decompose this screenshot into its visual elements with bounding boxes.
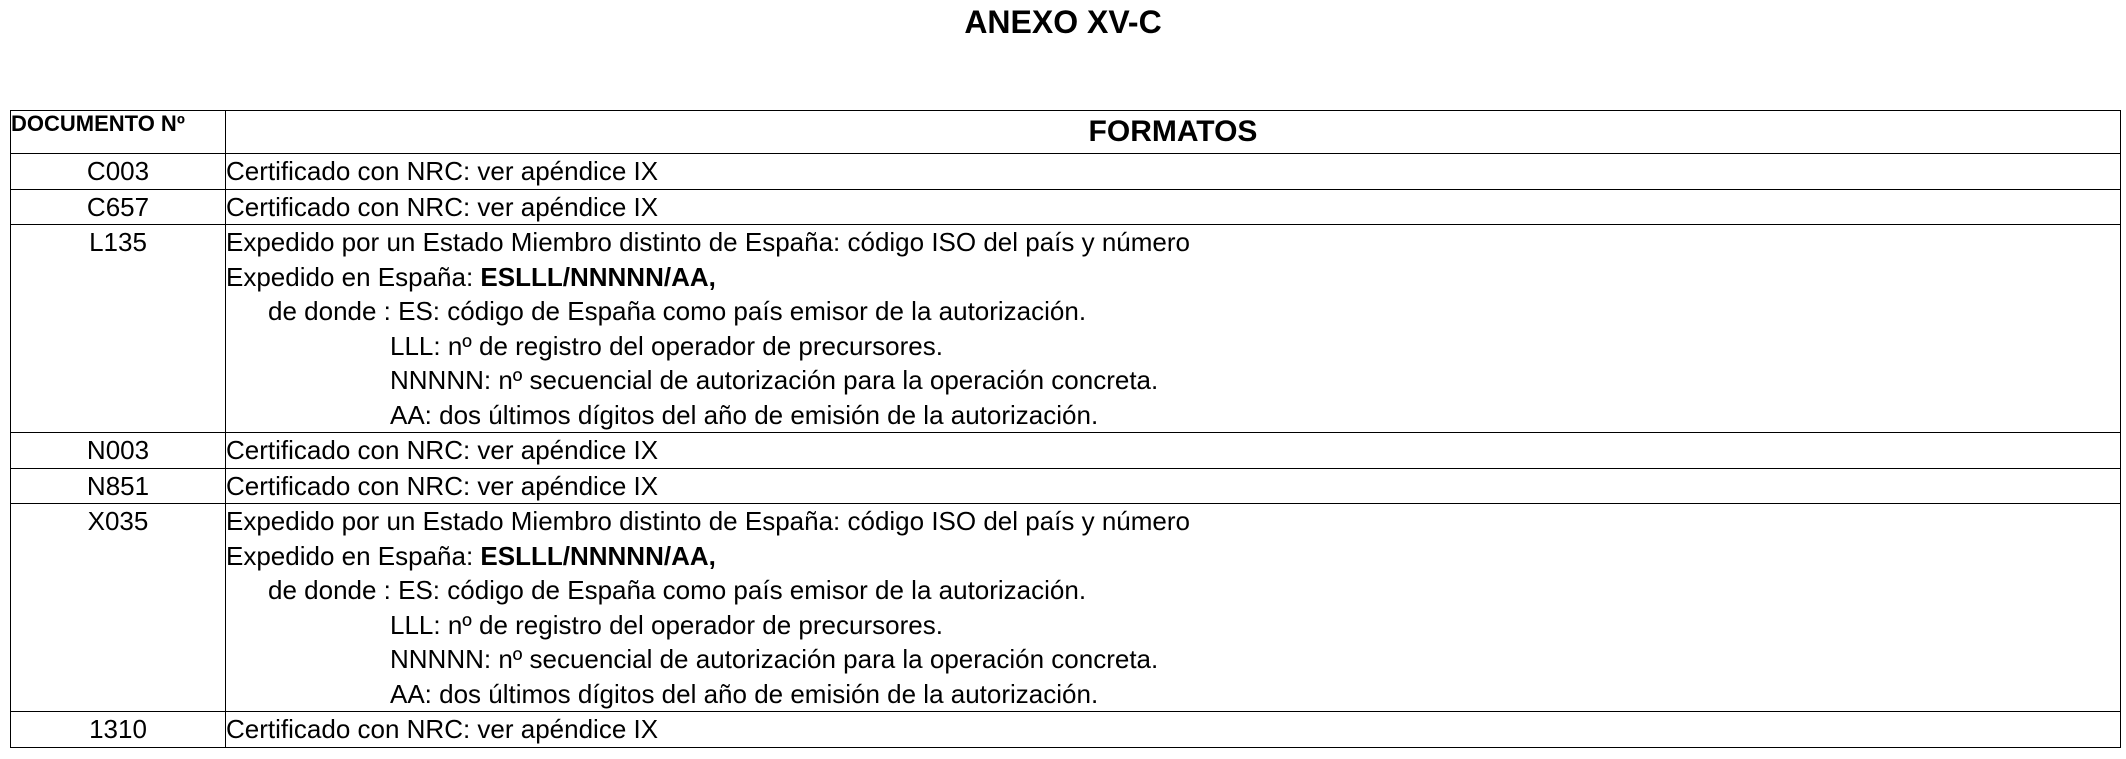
document-code: L135 <box>11 225 226 433</box>
format-text: Certificado con NRC: ver apéndice IX <box>226 468 2121 504</box>
formats-header: FORMATOS <box>226 111 2121 154</box>
document-number-header: DOCUMENTO Nº <box>11 111 226 154</box>
format-line-aa: AA: dos últimos dígitos del año de emisión de la autorización. <box>390 399 1099 430</box>
format-text: Certificado con NRC: ver apéndice IX <box>226 154 2121 190</box>
format-line-spain-prefix: Expedido en España: <box>226 261 481 292</box>
table-row <box>11 189 2121 225</box>
document-code: 1310 <box>11 712 226 748</box>
format-text: Certificado con NRC: ver apéndice IX <box>226 712 2121 748</box>
table-row <box>11 225 2121 433</box>
table-row <box>11 504 2121 712</box>
table-row <box>11 712 2121 748</box>
page-title: ANEXO XV-C <box>964 4 1162 40</box>
format-code-pattern: ESLLL/NNNNN/AA, <box>480 261 716 292</box>
format-line-lll: LLL: nº de registro del operador de precursores. <box>390 609 943 640</box>
format-line-member-state: Expedido por un Estado Miembro distinto de España: código ISO del país y número <box>226 227 1191 257</box>
document-code: N851 <box>11 468 226 504</box>
format-description <box>226 504 2121 712</box>
format-line-spain-prefix: Expedido en España: <box>226 540 481 571</box>
document-code: N003 <box>11 433 226 469</box>
table-row <box>11 154 2121 190</box>
format-line-es: de donde : ES: código de España como país emisor de la autorización. <box>268 296 1087 326</box>
table-header-row <box>11 111 2121 154</box>
format-line-spain <box>226 539 2120 574</box>
formats-table <box>10 110 2121 748</box>
document-code: C003 <box>11 154 226 190</box>
format-line-nnnnn: NNNNN: nº secuencial de autorización para la operación concreta. <box>390 365 1159 395</box>
format-code-pattern: ESLLL/NNNNN/AA, <box>480 540 716 571</box>
format-line-lll: LLL: nº de registro del operador de precursores. <box>390 330 943 361</box>
document-code: C657 <box>11 189 226 225</box>
format-line-member-state: Expedido por un Estado Miembro distinto de España: código ISO del país y número <box>226 506 1191 536</box>
format-text: Certificado con NRC: ver apéndice IX <box>226 189 2121 225</box>
format-text: Certificado con NRC: ver apéndice IX <box>226 433 2121 469</box>
table-row <box>11 433 2121 469</box>
table-row <box>11 468 2121 504</box>
document-code: X035 <box>11 504 226 712</box>
format-line-es: de donde : ES: código de España como país emisor de la autorización. <box>268 575 1087 605</box>
format-line-spain <box>226 260 2120 295</box>
format-description <box>226 225 2121 433</box>
format-line-aa: AA: dos últimos dígitos del año de emisión de la autorización. <box>390 678 1099 709</box>
format-line-nnnnn: NNNNN: nº secuencial de autorización para la operación concreta. <box>390 644 1159 674</box>
